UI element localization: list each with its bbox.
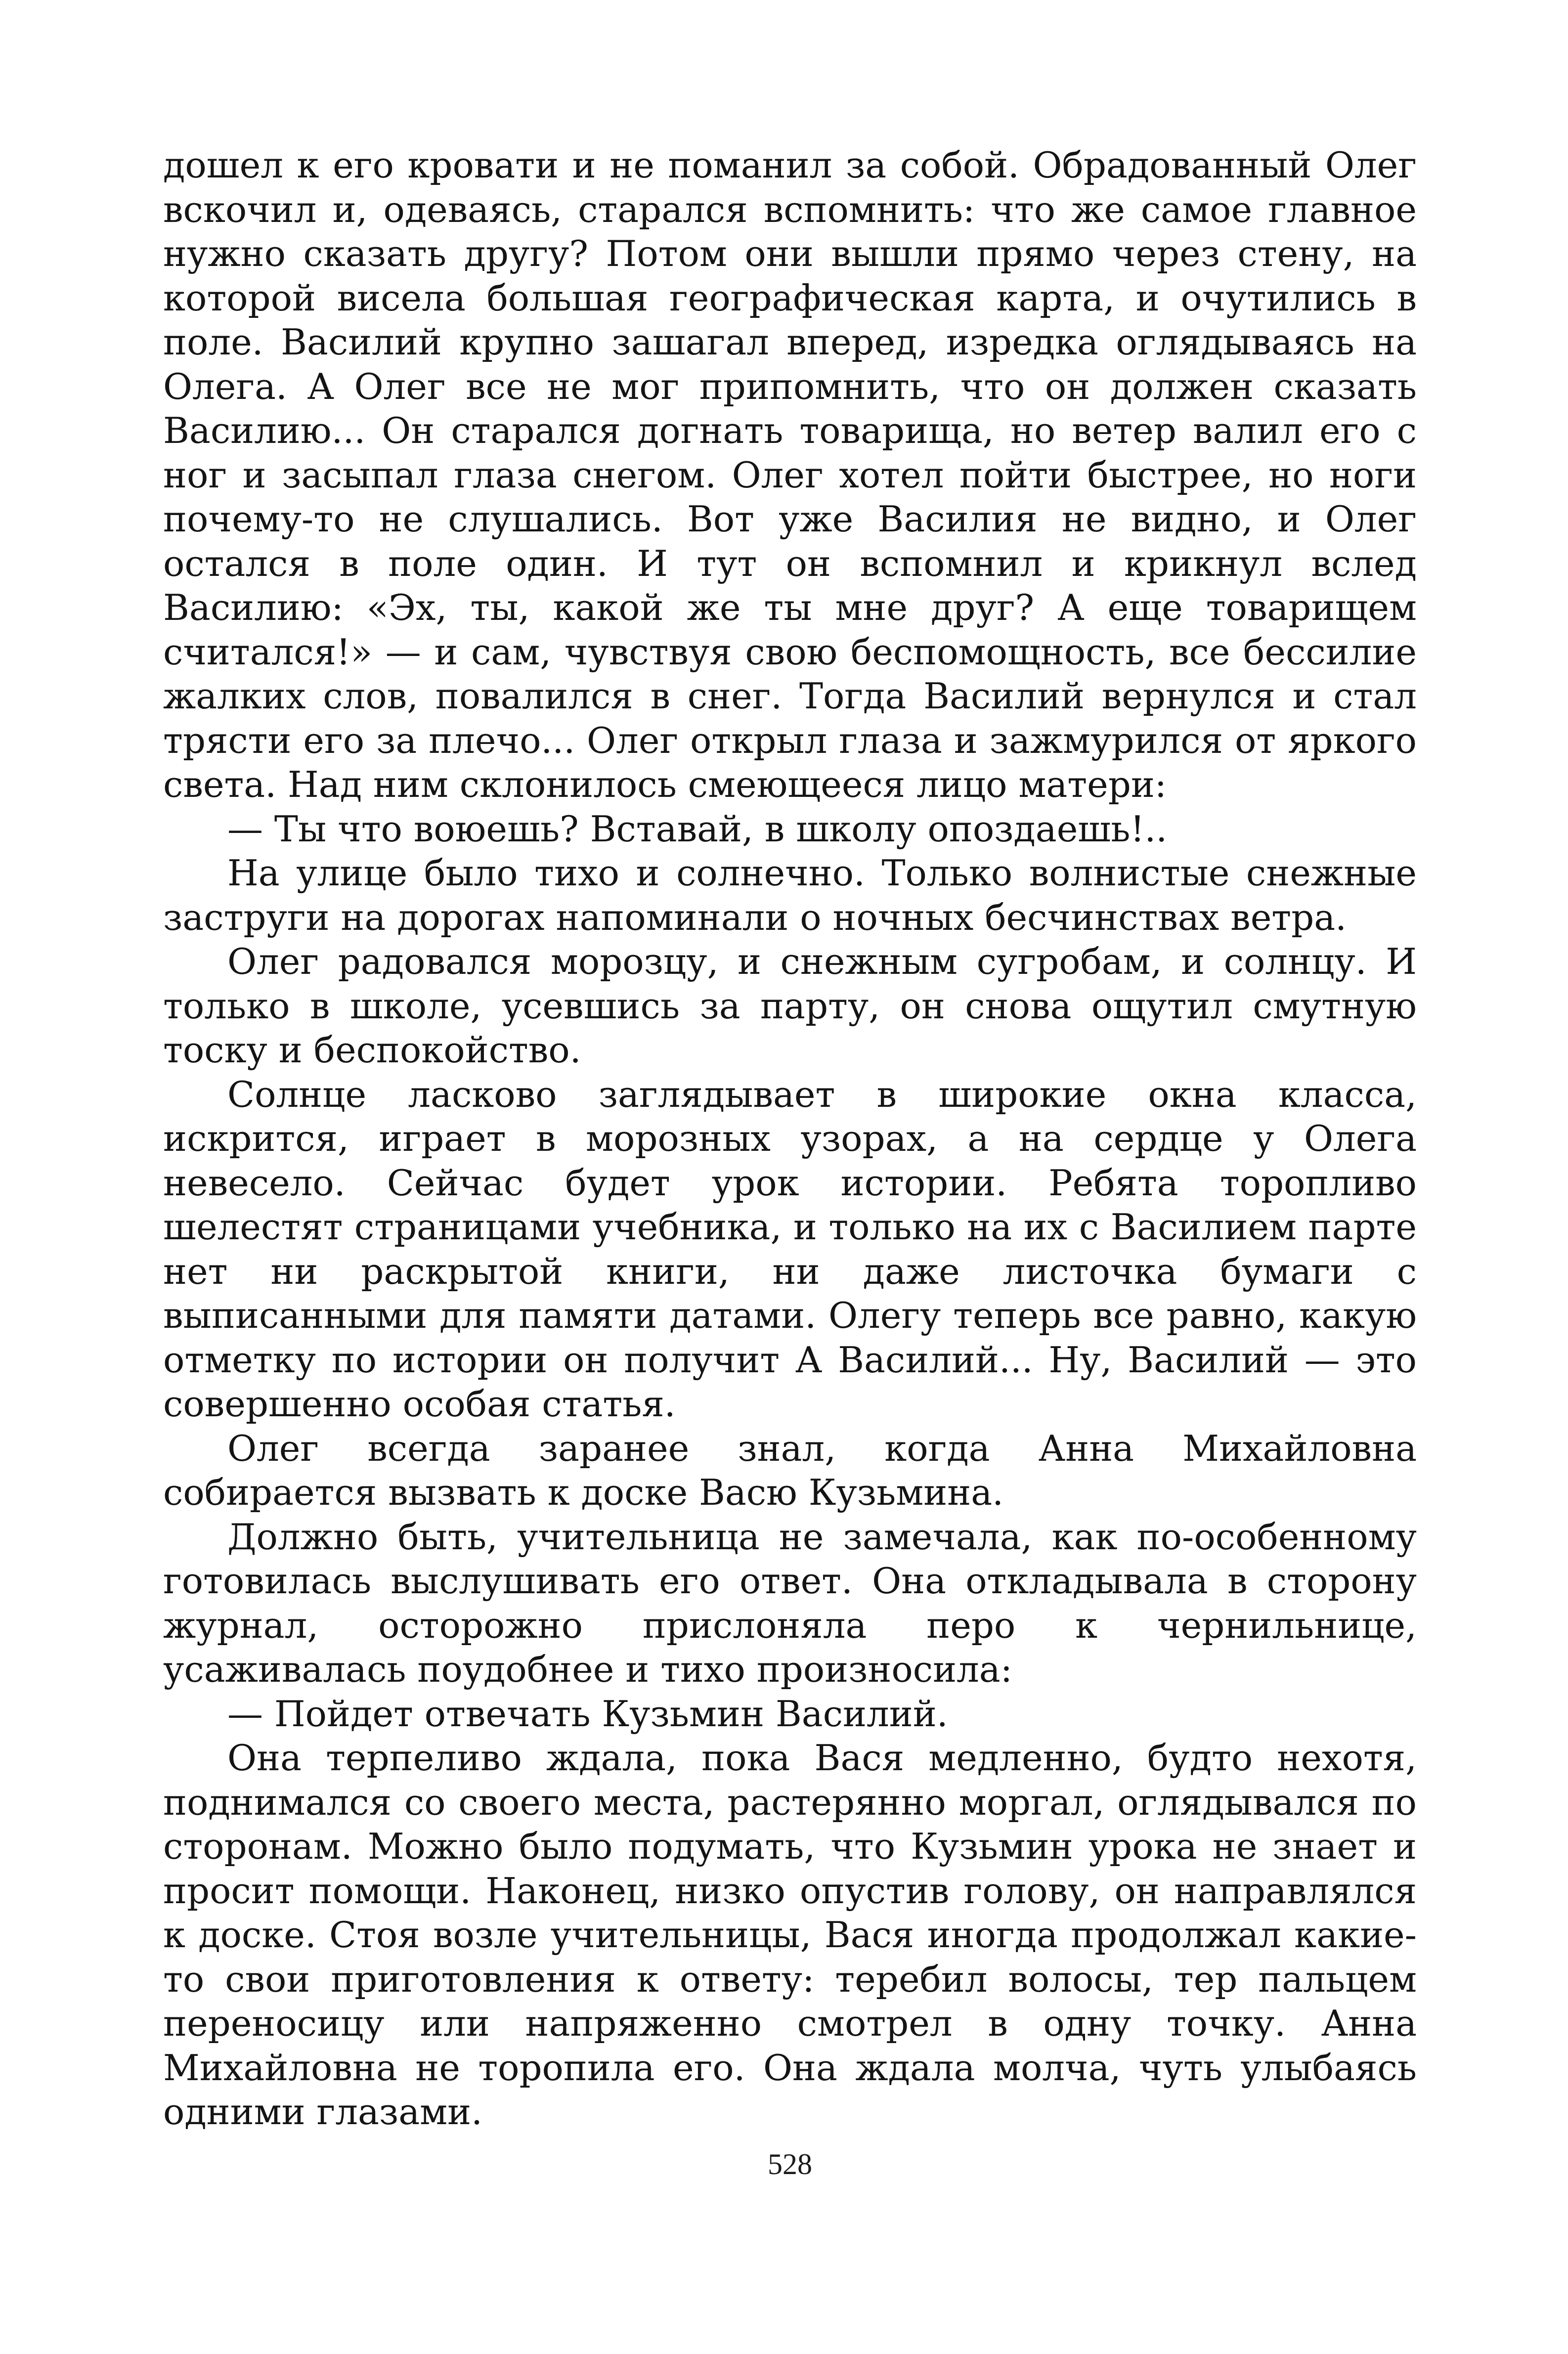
paragraph-7: Должно быть, учительница не замечала, как по-особенному готовилась выслушивать его ответ. Она откладывала в сторону журнал, осторожно прислоняла перо к чернильнице, усаживалась поудобнее и тихо произносила:: [163, 1516, 1417, 1690]
body-text: [163, 143, 1417, 2135]
paragraph-6: Олег всегда заранее знал, когда Анна Михайловна собирается вызвать к доске Васю Кузьмина.: [163, 1427, 1417, 1513]
paragraph-9: Она терпеливо ждала, пока Вася медленно, будто нехотя, поднимался со своего места, растерянно моргал, оглядывался по сторонам. Можно было подумать, что Кузьмин урока не знает и просит помощи. Наконец, низко опустив голову, он направлялся к доске. Стоя возле учительницы, Вася иногда продолжал какие-то свои приготовления к ответу: теребил волосы, тер пальцем переносицу или напряженно смотрел в одну точку. Анна Михайловна не торопила его. Она ждала молча, чуть улыбаясь одними глазами.: [163, 1737, 1417, 2133]
paragraph-8: — Пойдет отвечать Кузьмин Василий.: [227, 1693, 948, 1735]
paragraph-1: дошел к его кровати и не поманил за собой. Обрадованный Олег вскочил и, одеваясь, старался вспомнить: что же самое главное нужно сказать другу? Потом они вышли прямо через стену, на которой висела большая географическая карта, и очутились в поле. Василий крупно зашагал вперед, изредка оглядываясь на Олега. А Олег все не мог припомнить, что он должен сказать Василию... Он старался догнать товарища, но ветер валил его с ног и засыпал глаза снегом. Олег хотел пойти быстрее, но ноги почему-то не слушались. Вот уже Василия не видно, и Олег остался в поле один. И тут он вспомнил и крикнул вслед Василию: «Эх, ты, какой же ты мне друг? А еще товарищем считался!» — и сам, чувствуя свою беспомощность, все бессилие жалких слов, повалился в снег. Тогда Василий вернулся и стал трясти его за плечо... Олег открыл глаза и зажмурился от яркого света. Над ним склонилось смеющееся лицо матери:: [163, 144, 1417, 805]
paragraph-2: — Ты что воюешь? Вставай, в школу опоздаешь!..: [227, 808, 1168, 850]
paragraph-4: Олег радовался морозцу, и снежным сугробам, и солнцу. И только в школе, усевшись за парту, он снова ощутил смутную тоску и беспокойство.: [163, 941, 1417, 1071]
paragraph-3: На улице было тихо и солнечно. Только волнистые снежные заструги на дорогах напоминали о ночных бесчинствах ветра.: [163, 852, 1417, 938]
paragraph-5: Солнце ласково заглядывает в широкие окна класса, искрится, играет в морозных узорах, а на сердце у Олега невесело. Сейчас будет урок истории. Ребята торопливо шелестят страницами учебника, и только на их с Василием парте нет ни раскрытой книги, ни даже листочка бумаги с выписанными для памяти датами. Олегу теперь все равно, какую отметку по истории он получит А Василий... Ну, Василий — это совершенно особая статья.: [163, 1073, 1417, 1425]
book-page: [163, 143, 1417, 2269]
page-number: 528: [768, 2148, 812, 2180]
